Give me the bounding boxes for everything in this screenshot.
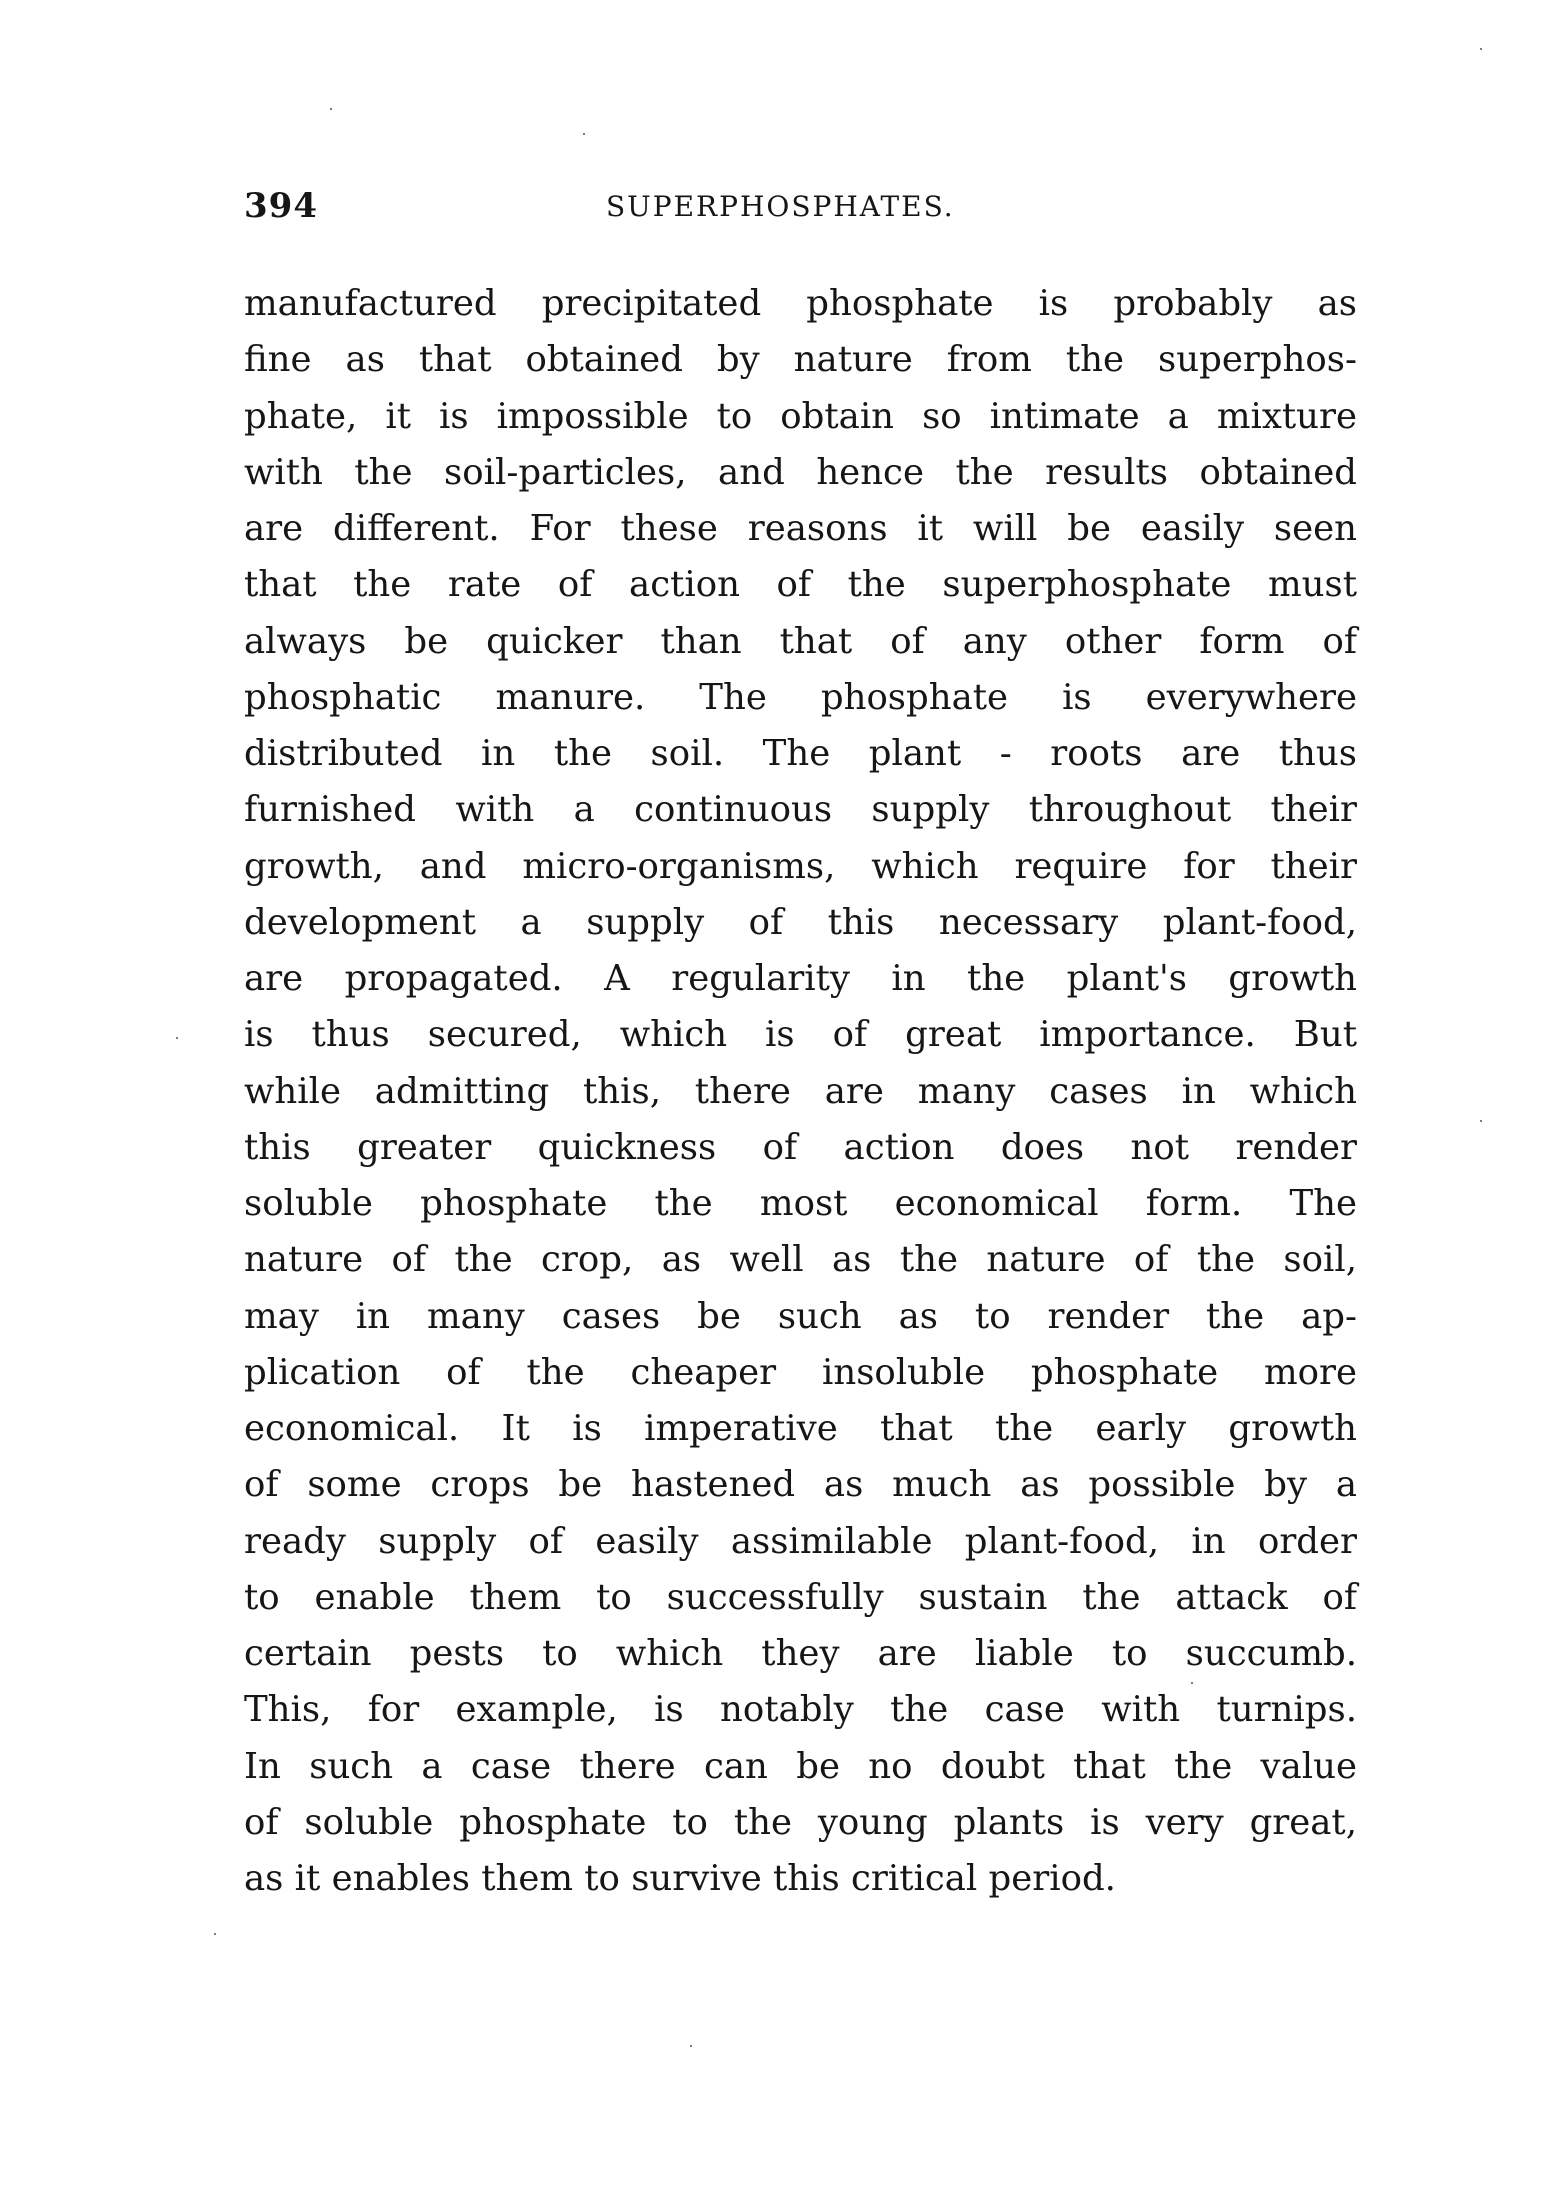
text-line: of some crops be hastened as much as possible by a	[244, 1464, 1357, 1506]
text-line: fine as that obtained by nature from the superphos-	[244, 339, 1357, 381]
text-line: phosphatic manure. The phosphate is everywhere	[244, 676, 1357, 718]
running-head: SUPERPHOSPHATES.	[606, 190, 955, 223]
text-line: always be quicker than that of any other form of	[244, 620, 1357, 662]
scan-speck	[214, 1933, 216, 1935]
text-line: ready supply of easily assimilable plant-food, in order	[244, 1520, 1357, 1562]
text-line: are propagated. A regularity in the plant's growth	[244, 958, 1357, 999]
text-line: plication of the cheaper insoluble phosphate more	[244, 1351, 1357, 1393]
scan-speck	[690, 2045, 692, 2047]
text-line: growth, and micro-organisms, which require for their	[244, 845, 1357, 887]
text-line: soluble phosphate the most economical form. The	[244, 1183, 1357, 1224]
text-line: phate, it is impossible to obtain so intimate a mixture	[244, 395, 1357, 437]
text-line: to enable them to successfully sustain the attack of	[244, 1576, 1357, 1618]
scan-speck	[176, 1037, 178, 1039]
text-line: In such a case there can be no doubt that the value	[244, 1745, 1357, 1787]
scan-speck	[1480, 1120, 1482, 1122]
text-line: as it enables them to survive this critical period.	[244, 1858, 1116, 1899]
text-line: that the rate of action of the superphosphate must	[244, 564, 1357, 606]
text-line: of soluble phosphate to the young plants is very great,	[244, 1801, 1357, 1843]
text-line: are different. For these reasons it will be easily seen	[244, 508, 1357, 549]
page-number: 394	[244, 186, 318, 226]
scan-speck	[583, 133, 585, 135]
text-line: economical. It is imperative that the early growth	[244, 1408, 1357, 1449]
text-line: is thus secured, which is of great importance. But	[244, 1014, 1357, 1056]
text-line: This, for example, is notably the case with turnips.	[244, 1689, 1357, 1731]
text-line: with the soil-particles, and hence the results obtained	[244, 451, 1357, 493]
scan-speck	[1191, 1682, 1193, 1684]
text-line: may in many cases be such as to render the ap-	[244, 1295, 1357, 1337]
text-line: development a supply of this necessary plant-food,	[244, 901, 1357, 943]
body-paragraph	[244, 276, 1357, 1907]
scan-speck	[1480, 48, 1482, 50]
text-line: nature of the crop, as well as the nature of the soil,	[244, 1239, 1357, 1281]
text-line: this greater quickness of action does not render	[244, 1126, 1357, 1168]
text-line: certain pests to which they are liable to succumb.	[244, 1633, 1357, 1674]
text-line: manufactured precipitated phosphate is probably as	[244, 283, 1357, 324]
text-line: furnished with a continuous supply throughout their	[244, 789, 1357, 831]
text-line: distributed in the soil. The plant - roots are thus	[244, 733, 1357, 774]
text-line: while admitting this, there are many cases in which	[244, 1070, 1357, 1112]
scan-speck	[330, 108, 332, 110]
page-header	[244, 186, 1357, 236]
